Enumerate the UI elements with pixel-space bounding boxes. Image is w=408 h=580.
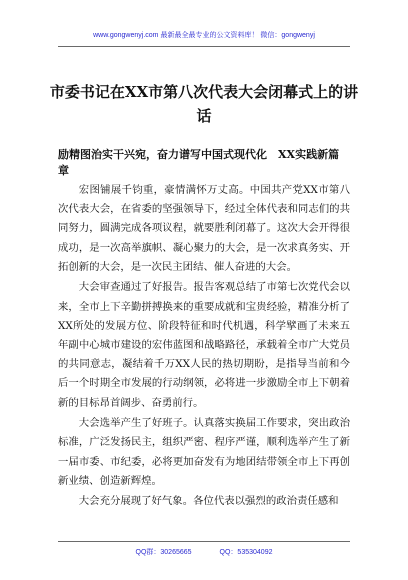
header-slogan: 最新最全最专业的公文资料库！ [160,32,259,39]
document-subtitle: 励精图治实干兴宛，奋力谱写中国式现代化 XX实践新篇章 [58,148,340,177]
paragraph: 大会充分展现了好气象。各位代表以强烈的政治责任感和 [78,495,339,508]
header-wechat: 微信：gongwenyj [260,32,315,39]
paragraph: 大会审查通过了好报告。报告客观总结了市第七次党代会以来，全市上下辛勤拼搏换来的重要成就和宝贵经验，精准分析了XX所处的发展方位、阶段特征和时代机遇，科学擘画了未来五年副中心城市建设的宏伟蓝图和战略路径，承载着全市广大党员的共同意志，凝结着千万XX人民的热切期盼，是指导当前和今后一个时期全市发展的行动纲领，必将进一步激励全市上下朝着新的目标昂首阔步、奋勇前行。 [58,281,350,409]
paragraph: 宏图铺展千钧重，豪情满怀万丈高。中国共产党XX市第八次代表大会，在省委的坚强领导下，经过全体代表和同志们的共同努力，圆满完成各项议程，就要胜利闭幕了。这次大会开得很成功，是一次高举旗帜、凝心聚力的大会，是一次求真务实、开拓创新的大会，是一次民主团结、催人奋进的大会。 [58,184,350,273]
footer-divider [58,541,350,542]
paragraph: 大会选举产生了好班子。认真落实换届工作要求，突出政治标准，广泛发扬民主，组织严密、程序严谨，顺利选举产生了新一届市委、市纪委，必将更加奋发有为地团结带领全市上下再创新业绩、创造新辉煌。 [58,417,350,487]
header-site[interactable]: www.gongwenyj.com [93,32,159,39]
page-footer [0,547,408,557]
page-header [0,30,408,40]
footer-qq: QQ：535304092 [219,549,273,556]
header-divider [58,46,350,47]
footer-qq-group: QQ群：30265665 [135,549,192,556]
document-title: 市委书记在XX市第八次代表大会闭幕式上的讲话 [49,83,359,125]
document-body [58,181,350,513]
